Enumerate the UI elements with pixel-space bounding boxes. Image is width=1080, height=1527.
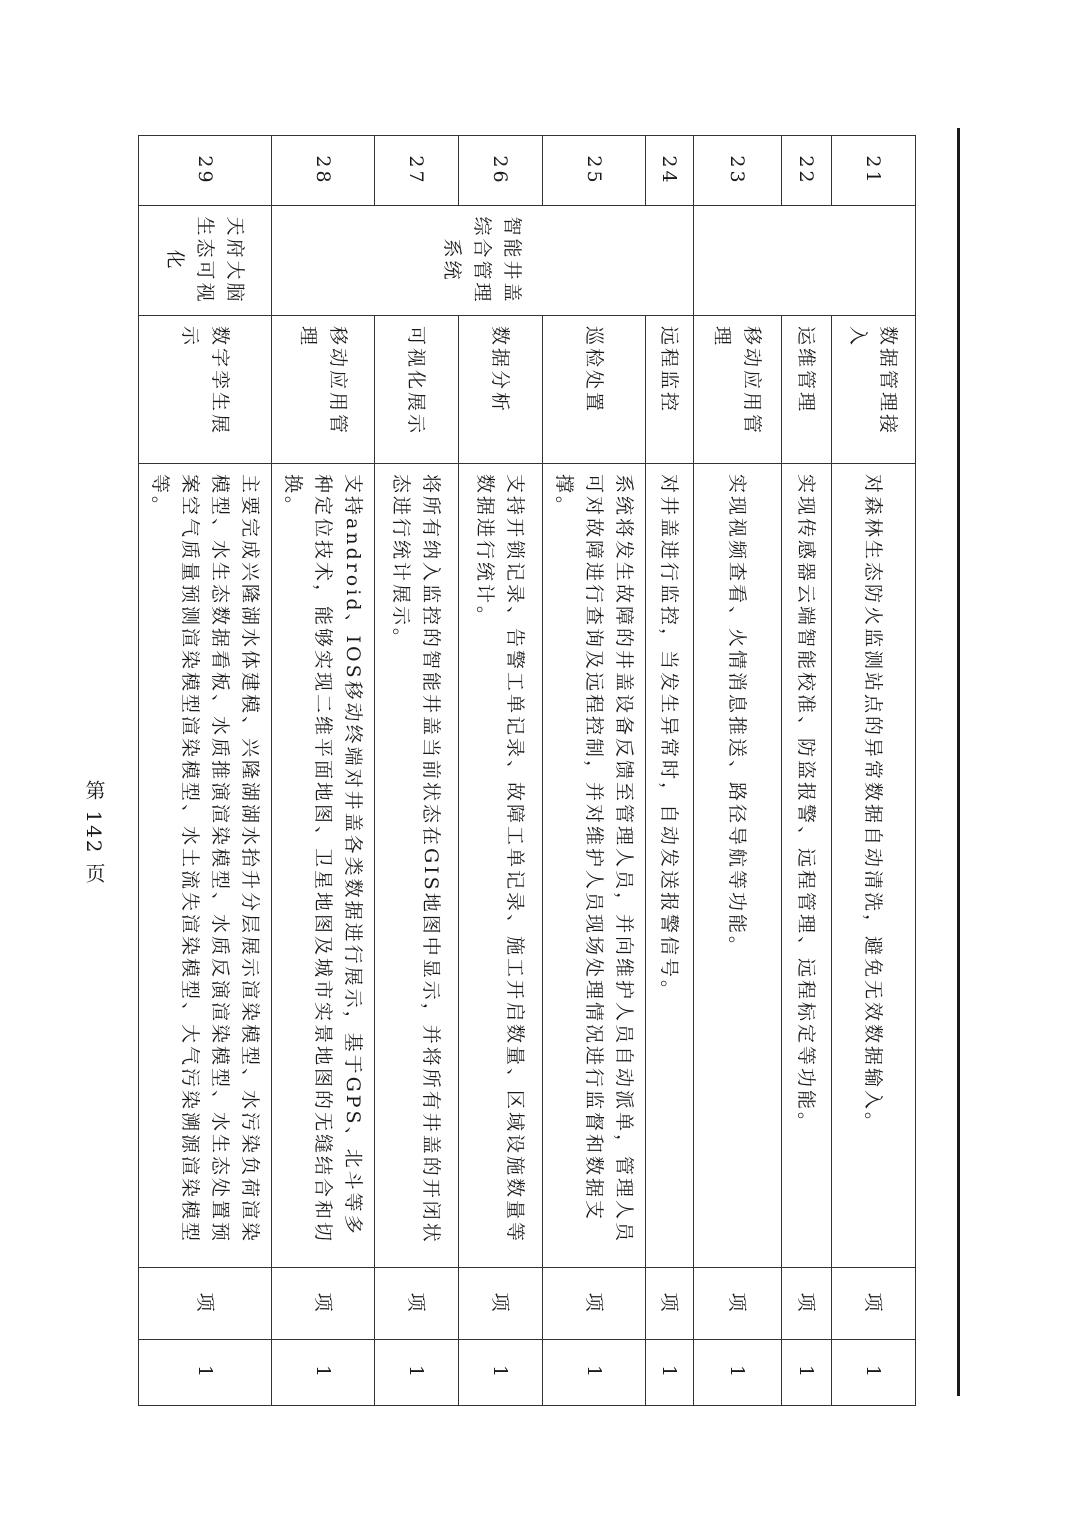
row-number: 29 — [139, 136, 272, 206]
quantity: 1 — [832, 1340, 916, 1406]
row-number: 26 — [459, 136, 543, 206]
item-name: 可视化展示 — [375, 316, 459, 464]
row-number: 25 — [543, 136, 646, 206]
quantity: 1 — [782, 1340, 832, 1406]
item-description: 对森林生态防火监测站点的异常数据自动清洗，避免无效数据输入。 — [832, 464, 916, 1268]
item-description: 支持android、IOS移动终端对井盖各类数据进行展示，基于GPS、北斗等多种定位技术，能够实现二维平面地图、卫星地图及城市实景地图的无缝结合和切换。 — [272, 464, 375, 1268]
unit: 项 — [694, 1268, 782, 1340]
unit: 项 — [646, 1268, 694, 1340]
item-name: 数据管理接入 — [832, 316, 916, 464]
system-name — [694, 206, 916, 316]
table-row — [543, 136, 646, 1406]
row-number: 23 — [694, 136, 782, 206]
item-description: 实现视频查看、火情消息推送、路径导航等功能。 — [694, 464, 782, 1268]
row-number: 28 — [272, 136, 375, 206]
table-row — [694, 136, 782, 1406]
quantity: 1 — [459, 1340, 543, 1406]
unit: 项 — [543, 1268, 646, 1340]
table-row — [459, 136, 543, 1406]
system-name: 智能井盖综合管理系统 — [272, 206, 694, 316]
item-description: 主要完成兴隆湖水体建模、兴隆湖湖水抬升分层展示渲染模型、水污染负荷渲染模型、水生态数据看板、水质推演渲染模型、水质反演渲染模型、水生态处置预案空气质量预测渲染模型渲染模型、水土流失渲染模型、大气污染溯源渲染模型等。 — [139, 464, 272, 1268]
quantity: 1 — [694, 1340, 782, 1406]
quantity: 1 — [272, 1340, 375, 1406]
table-row — [139, 136, 272, 1406]
page-border-rule — [957, 128, 960, 1396]
item-name: 巡检处置 — [543, 316, 646, 464]
row-number: 24 — [646, 136, 694, 206]
unit: 项 — [139, 1268, 272, 1340]
system-name: 天府大脑生态可视化 — [139, 206, 272, 316]
unit: 项 — [375, 1268, 459, 1340]
item-name: 数据分析 — [459, 316, 543, 464]
row-number: 27 — [375, 136, 459, 206]
quantity: 1 — [375, 1340, 459, 1406]
unit: 项 — [459, 1268, 543, 1340]
item-name: 移动应用管理 — [272, 316, 375, 464]
item-description: 对井盖进行监控，当发生异常时，自动发送报警信号。 — [646, 464, 694, 1268]
table-row — [782, 136, 832, 1406]
quantity: 1 — [646, 1340, 694, 1406]
item-description: 系统将发生故障的井盖设备反馈至管理人员，并向维护人员自动派单，管理人员可对故障进行查询及远程控制，并对维护人员现场处理情况进行监督和数据支撑。 — [543, 464, 646, 1268]
table-row — [272, 136, 375, 1406]
table-row — [375, 136, 459, 1406]
item-name: 数字孪生展示 — [139, 316, 272, 464]
item-description: 支持开锁记录、告警工单记录、故障工单记录、施工开启数量、区域设施数量等数据进行统计。 — [459, 464, 543, 1268]
unit: 项 — [782, 1268, 832, 1340]
item-name: 远程监控 — [646, 316, 694, 464]
quantity: 1 — [139, 1340, 272, 1406]
item-description: 将所有纳入监控的智能井盖当前状态在GIS地图中显示，并将所有井盖的开闭状态进行统计展示。 — [375, 464, 459, 1268]
requirements-table — [138, 135, 916, 1406]
page-number: 第 142 页 — [82, 780, 106, 885]
unit: 项 — [832, 1268, 916, 1340]
table-row — [646, 136, 694, 1406]
item-name: 运维管理 — [782, 316, 832, 464]
row-number: 22 — [782, 136, 832, 206]
quantity: 1 — [543, 1340, 646, 1406]
requirements-table-wrapper — [149, 135, 916, 1405]
row-number: 21 — [832, 136, 916, 206]
table-row — [832, 136, 916, 1406]
item-description: 实现传感器云端智能校准、防盗报警、远程管理、远程标定等功能。 — [782, 464, 832, 1268]
unit: 项 — [272, 1268, 375, 1340]
item-name: 移动应用管理 — [694, 316, 782, 464]
